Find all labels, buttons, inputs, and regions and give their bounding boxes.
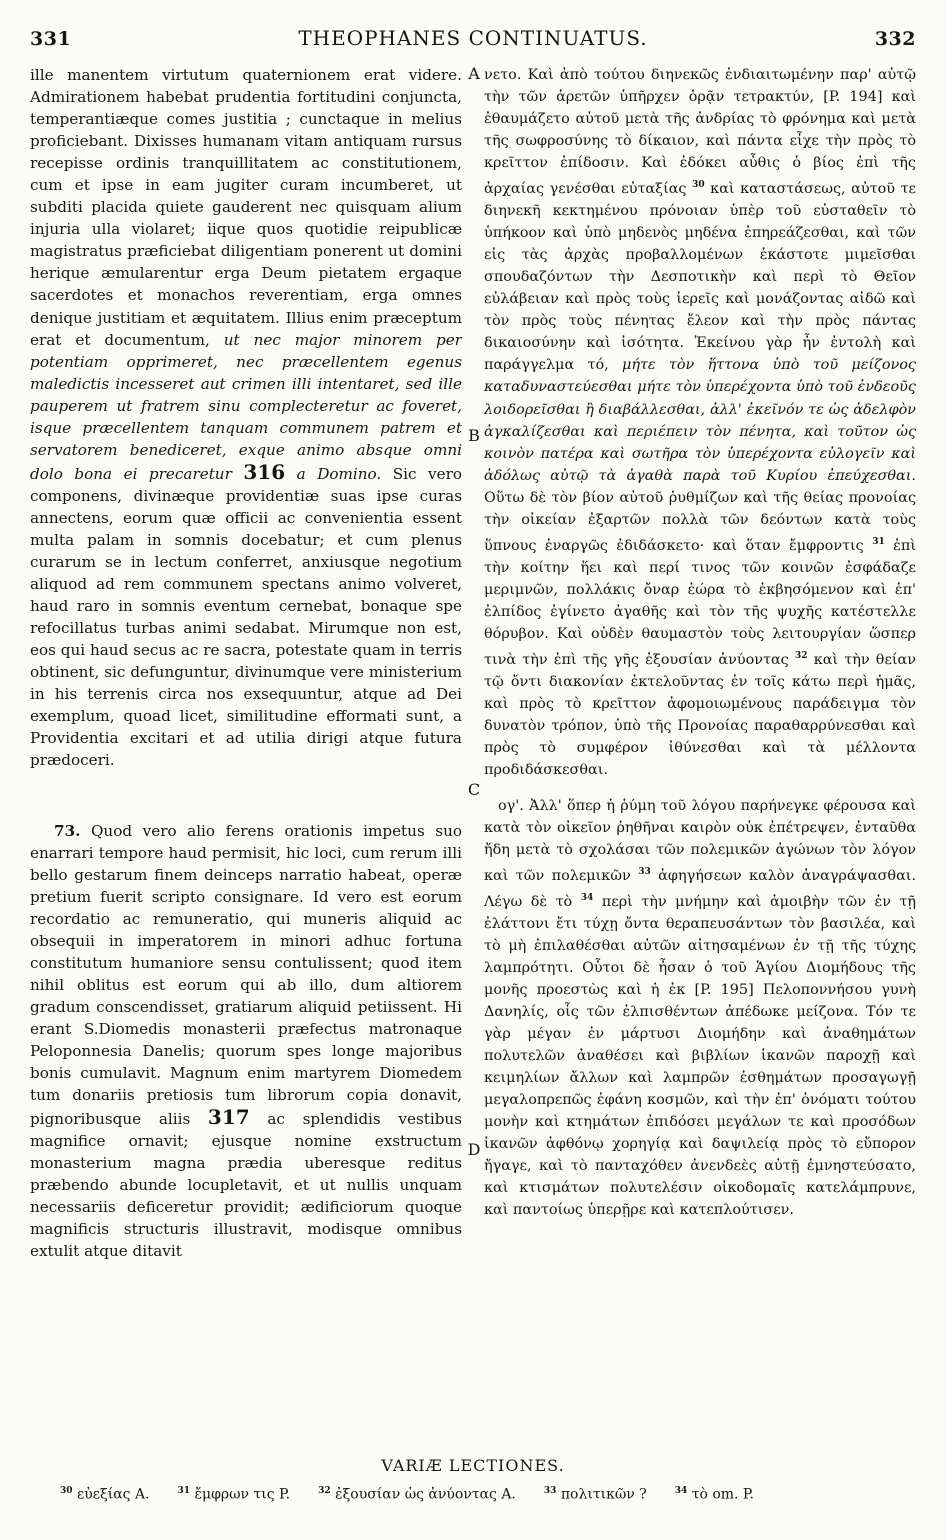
greek-quote: μήτε τὸν ἥττονα ὑπὸ τοῦ μείζονος καταδυναστεύεσθαι μήτε τὸν ὑπερέχοντα ὑπὸ τοῦ ἐνδεοῦς λοιδορεῖσθαι ἢ διαβάλλεσθαι, ἀλλ' ἐκεῖνόν τε ὡς ἀδελφὸν ἀγκαλίζεσθαι καὶ περιέπειν τὸν πένητα, καὶ τοῦτον ὡς κοινὸν πατέρα καὶ σωτῆρα τὸν ὑπερέχοντα εὐλογεῖν καὶ ἀδόλως αὐτῷ τὰ ἀγαθὰ παρὰ τοῦ Κυρίου ἐπεύχεσθαι. — [484, 357, 916, 484]
greek-text: Οὕτω δὲ τὸν βίον αὐτοῦ ῥυθμίζων καὶ τῆς θείας προνοίας τὴν οἰκείαν ἐξαρτῶν πολλὰ τῶν δεόντων κατὰ τοὺς ὕπνους ἐναργῶς ἐδιδάσκετο· καὶ ὅταν ἔμφροντις — [484, 489, 916, 554]
note-ref-32: 32 — [794, 650, 808, 661]
variae-lectiones-title: VARIÆ LECTIONES. — [381, 1456, 565, 1475]
page-marker-317: 317 — [207, 1105, 250, 1130]
latin-paragraph-1 — [30, 64, 462, 772]
greek-text: νετο. Καὶ ἀπὸ τούτου διηνεκῶς ἐνδιαιτωμένην παρ' αὐτῷ τὴν τῶν ἀρετῶν ὑπῆρχεν ὁρᾷν τετρακτύν, [P. 194] καὶ ἐθαυμάζετο αὐτοῦ μετὰ τῆς ἀνδρίας τὸ φρόνημα καὶ μετὰ τῆς σωφροσύνης τὸ δίκαιον, καὶ πάντα εἶχε τὴν πρὸς τὸ κρεῖττον ἐπίδοσιν. Καὶ ἐδόκει αὖθις ὁ βίος ἐπὶ τῆς ἀρχαίας γενέσθαι εὐταξίας — [484, 67, 916, 198]
page-title: THEOPHANES CONTINUATUS. — [298, 26, 648, 50]
greek-text: καὶ καταστάσεως, αὐτοῦ τε διηνεκῆ κεκτημένου πρόνοιαν ὑπὲρ τοῦ εὐσταθεῖν τὸ ὑπήκοον καὶ ὑπὸ μηδενὸς μηδένα ἐπηρεάζεσθαι, καὶ τῶν εἰς τὰς ἀρχὰς προβαλλομένων ἑκάστοτε μιμεῖσθαι σπουδαζόντων τὴν Δεσποτικὴν καὶ περὶ τὸ Θεῖον εὐλάβειαν καὶ πρὸς τοὺς ἱερεῖς καὶ μονάζοντας αἰδῶ καὶ τὸν πρὸς τοὺς πένητας ἔλεον καὶ τὴν πρὸς πάντας δικαιοσύνην καὶ ἰσότητα. Ἐκείνου γὰρ ἦν ἐντολὴ καὶ παράγγελμα τό, — [484, 181, 916, 374]
greek-text: Ἀλλ' ὅπερ ἡ ῥύμη τοῦ λόγου παρήνεγκε φέρουσα καὶ κατὰ τὸν οἰκεῖον ῥηθῆναι καιρὸν οὐκ ἐπέτρεψεν, ἐνταῦθα ἤδη μετὰ τὸ σχολάσαι τῶν πολεμικῶν ἀγώνων τὸν λόγον καὶ τῶν πολεμικῶν — [484, 797, 916, 884]
latin-text: ac splendidis vestibus magnifice ornavit; ejusque nomine exstructum monasterium magna prædia uberesque reditus præbendo abunde locupletavit, et ut nullis unquam necessariis deficeretur providit; ædificiorum quoque magnificis structuris illustravit, modisque omnibus extulit atque ditavit — [30, 1110, 462, 1261]
latin-column — [30, 64, 462, 1434]
note-ref-33: 33 — [638, 867, 651, 878]
latin-quote: ut nec major minorem per potentiam opprimeret, nec præcellentem egenus maledictis incesseret aut crimen illi intentaret, sed ille pauperem ut fratrem sinu complecteretur ac foveret, isque præcellentem tanquam communem patrem et servatorem benediceret, exque animo absque omni dolo bona ei precaretur — [30, 330, 462, 483]
note-ref-34: 34 — [580, 892, 594, 903]
lection-item — [318, 1486, 516, 1503]
page-marker-316: 316 — [243, 459, 286, 484]
latin-text: ille manentem virtutum quaternionem erat videre. Admirationem habebat prudentia fortitudini conjuncta, temperantiæque comes justitia ; cunctaque in melius proficiebant. Dixisses humanam vitam antiquam rursus recepisse ordinis tranquillitatem ac constitutionem, cum et ipse in eam jugiter curam incumberet, ut subditi placida quiete gauderent nec quisquam alium injuria ulla violaret; iique quos quotidie reipublicæ magistratus præficiebat diligentiam ponerent ut domini herique æmularentur erga Deum pietatem ergaque sacerdotes et monachos reverentiam, erga omnes denique justitiam et æquitatem. Illius enim præceptum erat et documentum, — [30, 66, 462, 349]
lection-text: ἐξουσίαν ὡς ἀνύοντας A. — [335, 1486, 516, 1503]
note-ref-30: 30 — [692, 180, 705, 191]
lection-number: 34 — [674, 1486, 688, 1496]
section-number: ογ'. — [498, 797, 524, 814]
lection-item — [544, 1486, 647, 1503]
variae-lectiones-list — [60, 1486, 906, 1503]
margin-marker-a: A — [468, 64, 480, 83]
lection-number: 33 — [543, 1486, 557, 1496]
left-page-number: 331 — [30, 28, 72, 50]
greek-text: ἀφηγήσεων καλὸν ἀναγράψασθαι. Λέγω δὲ τὸ — [484, 867, 916, 910]
greek-paragraph-1 — [484, 64, 916, 781]
lection-number: 30 — [60, 1486, 73, 1496]
note-ref-31: 31 — [872, 536, 885, 547]
greek-column — [484, 64, 916, 1434]
section-number: 73. — [54, 821, 81, 840]
latin-text: Quod vero alio ferens orationis impetus suo enarrari tempore haud permisit, hic loci, cum rerum illi bello gestarum finem deinceps narratio habeat, operæ pretium fuerit scripto consignare. Id vero est eorum recordatio ac remuneratio, qui muneris aliquid ac obsequii in imperatorem in minori adhuc fortuna constitutum humaniore sensu contulissent; quod item nihil oblitus est eorum qui ab illo, dum altiorem gradum conscendisset, gratiarum aliquid petiissent. Hi erant S.Diomedis monasterii præfectus matronaque Peloponnesia Danelis; quorum spes longe majoribus bonis cumulavit. Magnum enim martyrem Diomedem tum donariis pretiosis tum librorum copia donavit, pignoribusque aliis — [30, 821, 462, 1129]
lection-item — [675, 1486, 754, 1503]
greek-paragraph-73 — [484, 795, 916, 1221]
greek-text: καὶ τὴν θείαν τῷ ὄντι διακονίαν ἐκτελοῦντας ἐν τοῖς κάτω περὶ ἡμᾶς, καὶ πρὸς τὸ κρεῖττον ἀφομοιωμένους παράδειγμα τὸν δυνατὸν τρόπον, ὑπὸ τῆς Προνοίας παραθαρρύνεσθαι καὶ πρὸς τὸ συμφέρον ἰθύνεσθαι καὶ τὰ μέλλοντα προδιδάσκεσθαι. — [484, 651, 916, 778]
lection-text: πολιτικῶν ? — [560, 1486, 647, 1503]
greek-text: περὶ τὴν μνήμην καὶ ἀμοιβὴν τῶν ἐν τῇ ἐλάττονι ἔτι τύχῃ ὄντα θεραπευσάντων τὸν βασιλέα, καὶ τὸ μὴ ἐπιλαθέσθαι αὐτῶν αἰτησαμένων ἐν τῇ τῆς τύχης λαμπρότητι. Οὗτοι δὲ ἦσαν ὁ τοῦ Ἁγίου Διομήδους τῆς μονῆς προεστὼς καὶ ἡ ἐκ [P. 195] Πελοποννήσου γυνὴ Δανηλίς, οἷς τῶν ἐλπισθέντων ἀπέδωκε μείζονα. Τόν τε γὰρ μέγαν ἐν μάρτυσι Διομήδην καὶ ἀναθημάτων πολυτελῶν ἀναθέσει καὶ βιβλίων ἱκανῶν παροχῇ καὶ κειμηλίων ἄλλων καὶ λαμπρῶν ἐσθημάτων προσαγωγῇ μεγαλοπρεπῶς ἐφάνη κοσμῶν, καὶ τὴν ἐπ' ὀνόματι τούτου μονὴν καὶ κτημάτων ἐπιδόσει μεγάλων τε καὶ προσόδων ἱκανῶν ἀφθόνῳ χορηγίᾳ καὶ δαψιλείᾳ πρὸς τὸ εὔπορον ἤγαγε, καὶ τὸ πανταχόθεν ἀνενδεὲς αὐτῇ ἐμνηστεύσατο, καὶ κτισμάτων πολυτελέσιν οἰκοδομαῖς κατελάμπρυνε, καὶ παντοίως ὑπερῇρε καὶ κατεπλούτισεν. — [484, 893, 916, 1219]
lection-number: 31 — [177, 1486, 191, 1496]
latin-text: Sic vero componens, divinæque providentiæ suas ipse curas annectens, eorum quæ officii ac convenientia essent multa palam in somnis docebatur; et cum plenus curarum se in lectum conferret, anxiusque negotium aliquod ad rem communem spectans animo volveret, haud raro in somnis eventum cernebat, bonaque spe refocillatus turbas animi sedabat. Mirumque non est, eos qui haud secus ac re sacra, potestate quam in terris obtinent, sic defunguntur, divinumque vere ministerium in his terrenis circa nos exsequuntur, atque ad Dei exemplum, quoad licet, similitudine efformati sunt, a Providentia excitari et ad utilia dirigi atque futura prædoceri. — [30, 464, 462, 770]
lection-item — [178, 1486, 291, 1503]
latin-quote-end: a Domino. — [296, 464, 382, 483]
lection-text: ἔμφρων τις P. — [194, 1486, 291, 1503]
margin-marker-b: B — [468, 426, 480, 445]
lection-number: 32 — [318, 1486, 331, 1496]
lection-text: τὸ om. P. — [691, 1486, 754, 1503]
greek-text: ἐπὶ τὴν κοίτην ἥει καὶ περί τινος τῶν κοινῶν ἐσφάδαζε μεριμνῶν, πολλάκις ὄναρ ἑώρα τὸ ἐκβησόμενον καὶ ἐπ' ἐλπίδος ἐγίνετο ἀγαθῆς καὶ τὸν τῆς ψυχῆς κατέστελλε θόρυβον. Καὶ οὐδὲν θαυμαστὸν τοὺς λειτουργίαν ὥσπερ τινὰ τὴν ἐπὶ τῆς γῆς ἐξουσίαν ἀνύοντας — [484, 537, 916, 668]
margin-marker-c: C — [467, 780, 481, 799]
lection-text: εὐεξίας A. — [76, 1486, 150, 1503]
right-page-number: 332 — [874, 28, 916, 50]
running-header — [30, 26, 916, 60]
lection-item — [60, 1486, 150, 1503]
latin-paragraph-73 — [30, 820, 462, 1263]
margin-marker-d: D — [467, 1140, 481, 1159]
